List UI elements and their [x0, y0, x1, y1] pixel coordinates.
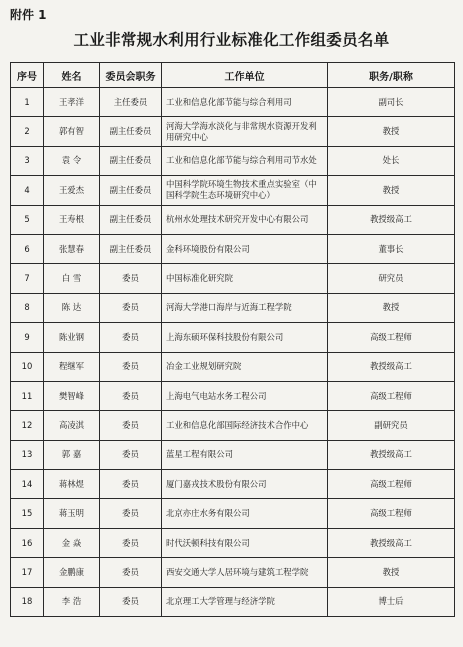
- cell-role: 委员: [100, 293, 162, 322]
- cell-org: 西安交通大学人居环境与建筑工程学院: [162, 558, 328, 587]
- cell-no: 8: [11, 293, 44, 322]
- cell-no: 11: [11, 381, 44, 410]
- cell-name: 李 浩: [44, 587, 100, 616]
- cell-name: 程继军: [44, 352, 100, 381]
- cell-org: 冶金工业规划研究院: [162, 352, 328, 381]
- cell-no: 15: [11, 499, 44, 528]
- cell-org: 上海东硕环保科技股份有限公司: [162, 323, 328, 352]
- cell-role: 委员: [100, 264, 162, 293]
- cell-no: 4: [11, 176, 44, 205]
- cell-title: 副司长: [328, 88, 455, 117]
- cell-org: 工业和信息化部国际经济技术合作中心: [162, 411, 328, 440]
- table-row: [11, 264, 455, 293]
- table-row: [11, 205, 455, 234]
- member-table: [10, 62, 455, 617]
- cell-role: 委员: [100, 411, 162, 440]
- cell-name: 王爱杰: [44, 176, 100, 205]
- table-header-row: [11, 63, 455, 88]
- cell-title: 教授: [328, 117, 455, 146]
- table-row: [11, 352, 455, 381]
- cell-no: 1: [11, 88, 44, 117]
- cell-no: 16: [11, 528, 44, 557]
- cell-title: 研究员: [328, 264, 455, 293]
- cell-org: 厦门嘉戎技术股份有限公司: [162, 470, 328, 499]
- cell-org: 河海大学海水淡化与非常规水资源开发利用研究中心: [162, 117, 328, 146]
- cell-org: 时代沃顿科技有限公司: [162, 528, 328, 557]
- cell-org: 中国标准化研究院: [162, 264, 328, 293]
- cell-org: 中国科学院环境生物技术重点实验室（中国科学院生态环境研究中心）: [162, 176, 328, 205]
- table-row: [11, 528, 455, 557]
- cell-role: 委员: [100, 528, 162, 557]
- header-role: 委员会职务: [100, 63, 162, 88]
- cell-org: 杭州水处理技术研究开发中心有限公司: [162, 205, 328, 234]
- table-body: [11, 88, 455, 617]
- cell-name: 陈业钢: [44, 323, 100, 352]
- cell-no: 13: [11, 440, 44, 469]
- cell-role: 委员: [100, 381, 162, 410]
- cell-role: 委员: [100, 499, 162, 528]
- table-row: [11, 323, 455, 352]
- cell-no: 5: [11, 205, 44, 234]
- table-row: [11, 499, 455, 528]
- cell-title: 副研究员: [328, 411, 455, 440]
- cell-role: 委员: [100, 587, 162, 616]
- table-row: [11, 587, 455, 616]
- header-name: 姓名: [44, 63, 100, 88]
- cell-name: 蒋林煜: [44, 470, 100, 499]
- cell-role: 副主任委员: [100, 234, 162, 263]
- cell-title: 教授级高工: [328, 205, 455, 234]
- table-row: [11, 411, 455, 440]
- cell-role: 委员: [100, 323, 162, 352]
- cell-role: 委员: [100, 352, 162, 381]
- cell-role: 副主任委员: [100, 176, 162, 205]
- cell-title: 高级工程师: [328, 470, 455, 499]
- table-row: [11, 470, 455, 499]
- cell-title: 教授级高工: [328, 440, 455, 469]
- cell-no: 7: [11, 264, 44, 293]
- cell-role: 副主任委员: [100, 146, 162, 175]
- header-org: 工作单位: [162, 63, 328, 88]
- cell-org: 上海电气电站水务工程公司: [162, 381, 328, 410]
- cell-role: 副主任委员: [100, 205, 162, 234]
- table-row: [11, 88, 455, 117]
- cell-name: 郭 嘉: [44, 440, 100, 469]
- cell-no: 12: [11, 411, 44, 440]
- cell-title: 高级工程师: [328, 323, 455, 352]
- cell-role: 主任委员: [100, 88, 162, 117]
- table-row: [11, 558, 455, 587]
- document-title: 工业非常规水利用行业标准化工作组委员名单: [73, 31, 390, 49]
- cell-title: 高级工程师: [328, 499, 455, 528]
- cell-name: 樊智峰: [44, 381, 100, 410]
- cell-title: 董事长: [328, 234, 455, 263]
- cell-name: 王孝洋: [44, 88, 100, 117]
- cell-org: 北京亦庄水务有限公司: [162, 499, 328, 528]
- cell-name: 高凌淇: [44, 411, 100, 440]
- cell-no: 17: [11, 558, 44, 587]
- cell-role: 委员: [100, 440, 162, 469]
- cell-org: 北京理工大学管理与经济学院: [162, 587, 328, 616]
- cell-no: 2: [11, 117, 44, 146]
- header-title: 职务/职称: [328, 63, 455, 88]
- cell-role: 委员: [100, 558, 162, 587]
- cell-name: 白 雪: [44, 264, 100, 293]
- cell-no: 9: [11, 323, 44, 352]
- cell-name: 金鹏康: [44, 558, 100, 587]
- cell-name: 蒋玉明: [44, 499, 100, 528]
- header-no: 序号: [11, 63, 44, 88]
- cell-name: 陈 达: [44, 293, 100, 322]
- cell-role: 副主任委员: [100, 117, 162, 146]
- cell-title: 教授: [328, 293, 455, 322]
- cell-no: 14: [11, 470, 44, 499]
- cell-no: 10: [11, 352, 44, 381]
- table-row: [11, 176, 455, 205]
- cell-no: 3: [11, 146, 44, 175]
- cell-org: 河海大学港口海岸与近海工程学院: [162, 293, 328, 322]
- table-row: [11, 146, 455, 175]
- cell-org: 工业和信息化部节能与综合利用司: [162, 88, 328, 117]
- cell-title: 处长: [328, 146, 455, 175]
- cell-name: 金 焱: [44, 528, 100, 557]
- table-row: [11, 440, 455, 469]
- cell-org: 金科环境股份有限公司: [162, 234, 328, 263]
- cell-no: 6: [11, 234, 44, 263]
- cell-name: 张慧春: [44, 234, 100, 263]
- cell-title: 教授: [328, 558, 455, 587]
- cell-name: 袁 令: [44, 146, 100, 175]
- cell-no: 18: [11, 587, 44, 616]
- cell-name: 王寿根: [44, 205, 100, 234]
- cell-title: 高级工程师: [328, 381, 455, 410]
- cell-name: 郭有智: [44, 117, 100, 146]
- cell-title: 博士后: [328, 587, 455, 616]
- cell-title: 教授级高工: [328, 528, 455, 557]
- table-row: [11, 117, 455, 146]
- cell-title: 教授: [328, 176, 455, 205]
- attachment-label: 附件 1: [10, 8, 47, 22]
- table-row: [11, 381, 455, 410]
- cell-title: 教授级高工: [328, 352, 455, 381]
- cell-org: 工业和信息化部节能与综合利用司节水处: [162, 146, 328, 175]
- table-row: [11, 293, 455, 322]
- cell-role: 委员: [100, 470, 162, 499]
- cell-org: 蓝星工程有限公司: [162, 440, 328, 469]
- table-row: [11, 234, 455, 263]
